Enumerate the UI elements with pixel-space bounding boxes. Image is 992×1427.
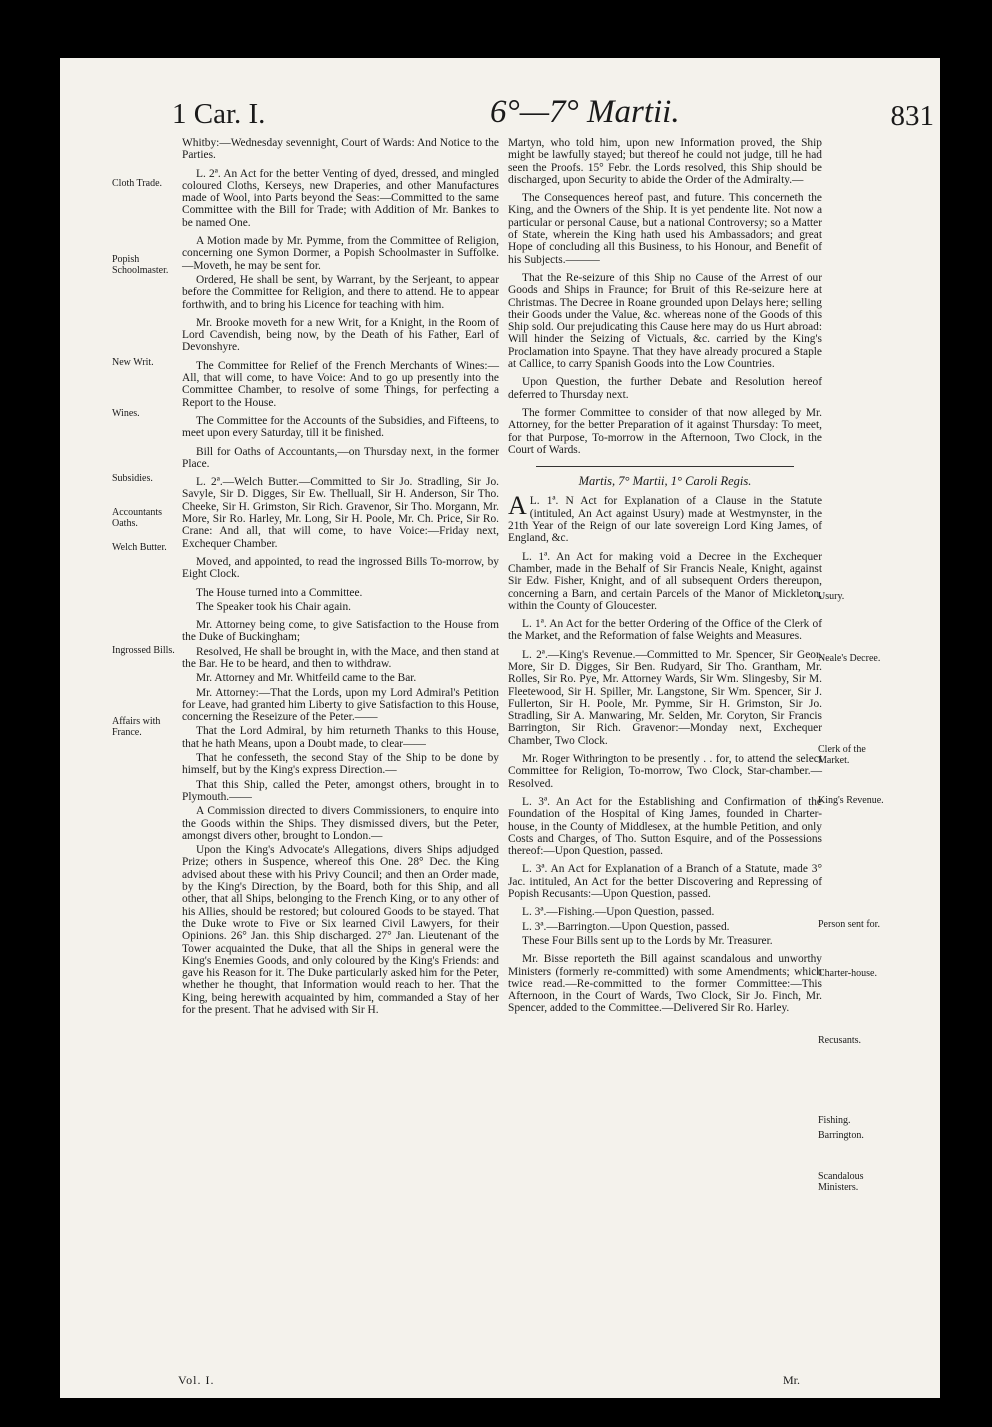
margin-note-cloth-trade: Cloth Trade. bbox=[112, 178, 163, 189]
regnal-year: 1 Car. I. bbox=[172, 98, 266, 130]
margin-note-neale-decree: Neale's Decree. bbox=[818, 653, 881, 664]
paragraph: Resolved, He shall be brought in, with the Mace, and then stand at the Bar. He to be heard, and then to withdraw. bbox=[182, 645, 499, 670]
paragraph: L. 2ª. An Act for the better Venting of dyed, dressed, and mingled coloured Cloths, Kerseys, new Draperies, and other Manufactures made of Wool, into Parts beyond the Seas:—Committed to the same Committee with the Bill for Trade; with Addition of Mr. Bankes to be named One. bbox=[182, 167, 499, 229]
drop-capital: A bbox=[508, 491, 527, 521]
paragraph: These Four Bills sent up to the Lords by Mr. Treasurer. bbox=[522, 934, 773, 947]
margin-note-fishing: Fishing. bbox=[818, 1115, 851, 1126]
left-column bbox=[182, 137, 499, 1018]
signature-mark: Vol. I. bbox=[178, 1373, 215, 1387]
paragraph: The House turned into a Committee. bbox=[196, 586, 363, 599]
paragraph: Whitby:—Wednesday sevennight, Court of Wards: And Notice to the Parties. bbox=[182, 137, 499, 162]
paragraph: Mr. Attorney and Mr. Whitfeild came to the Bar. bbox=[196, 672, 417, 685]
paragraph: That he confesseth, the second Stay of the Ship to be done by himself, but by the King's express Direction.— bbox=[182, 752, 499, 777]
paragraph: A Motion made by Mr. Pymme, from the Committee of Religion, concerning one Symon Dormer, a Popish Schoolmaster in Suffolke.—Moveth, he may be sent for. bbox=[182, 235, 499, 272]
paragraph: L. 3ª.—Fishing.—Upon Question, passed. bbox=[522, 906, 715, 919]
margin-note-subsidies: Subsidies. bbox=[112, 473, 153, 484]
paragraph: L. 1ª. An Act for the better Ordering of the Office of the Clerk of the Market, and the Reformation of false Weights and Measures. bbox=[508, 618, 822, 643]
paragraph: Upon Question, the further Debate and Resolution hereof deferred to Thursday next. bbox=[508, 376, 822, 401]
paragraph-text: L. 1ª. N Act for Explanation of a Clause in the Statute (intituled, An Act against Usury) made at Westmynster, in the 21th Year of the Reign of our late sovereign Lord King James, of England, &c. bbox=[508, 495, 822, 545]
page-number: 831 bbox=[890, 100, 934, 132]
paragraph: Moved, and appointed, to read the ingrossed Bills To-morrow, by Eight Clock. bbox=[182, 555, 499, 581]
paragraph: Mr. Brooke moveth for a new Writ, for a Knight, in the Room of Lord Cavendish, being now, by the Death of his Father, Earl of Devonshyre. bbox=[182, 316, 499, 354]
margin-note-barrington: Barrington. bbox=[818, 1130, 864, 1141]
paragraph: L. 3ª. An Act for Explanation of a Branch of a Statute, made 3° Jac. intituled, An Act for the better Discovering and Repressing of Popish Recusants:—Upon Question, passed. bbox=[508, 863, 822, 901]
paragraph: L. 1ª. An Act for making void a Decree in the Exchequer Chamber, made in the Behalf of Sir Francis Neale, Knight, against Sir Edw. Fisher, Knight, and of all subsequent Orders thereupon, concerning a Barn, and certain Parcels of the Manor of Mickleton, within the County of Gloucester. bbox=[508, 550, 822, 612]
margin-note-popish-schoolmaster: Popish Schoolmaster. bbox=[112, 254, 169, 276]
right-column bbox=[508, 137, 822, 1021]
paragraph: Bill for Oaths of Accountants,—on Thursday next, in the former Place. bbox=[182, 445, 499, 470]
section-rule bbox=[536, 466, 794, 467]
paragraph: The Committee for the Accounts of the Subsidies, and Fifteens, to meet upon every Saturday, till it be finished. bbox=[182, 414, 499, 440]
margin-note-kings-revenue: King's Revenue. bbox=[818, 795, 884, 806]
margin-note-affairs-france: Affairs with France. bbox=[112, 716, 161, 738]
margin-note-charter-house: Charter-house. bbox=[818, 968, 877, 979]
margin-note-ingrossed-bills: Ingrossed Bills. bbox=[112, 645, 175, 656]
date-heading: 6°—7° Martii. bbox=[490, 94, 680, 130]
paragraph bbox=[508, 491, 822, 545]
paragraph: A Commission directed to divers Commissioners, to enquire into the Goods within the Ships. They dismissed divers, but the Peter, amongst divers other, brought to London.— bbox=[182, 805, 499, 842]
paragraph: Mr. Roger Withrington to be presently . . for, to attend the select Committee for Religion, To-morrow, Two Clock, Star-chamber.—Resolved. bbox=[508, 753, 822, 790]
paragraph: That the Lord Admiral, by him returneth Thanks to this House, that he hath Means, upon a Doubt made, to clear—— bbox=[182, 725, 499, 750]
paragraph: The Speaker took his Chair again. bbox=[196, 600, 351, 613]
margin-note-welch-butter: Welch Butter. bbox=[112, 542, 167, 553]
margin-note-new-writ: New Writ. bbox=[112, 357, 154, 368]
paragraph: The former Committee to consider of that now alleged by Mr. Attorney, for the better Preparation of it against Thursday: To meet, for that Purpose, To-morrow in the Afternoon, Two Clock, in the Court of Wards. bbox=[508, 406, 822, 456]
margin-note-recusants: Recusants. bbox=[818, 1035, 862, 1046]
paragraph: Mr. Attorney:—That the Lords, upon my Lord Admiral's Petition for Leave, had granted him Liberty to give Satisfaction to this House, concerning the Reseizure of the Peter.—— bbox=[182, 686, 499, 724]
paragraph: Mr. Bisse reporteth the Bill against scandalous and unworthy Ministers (formerly re-committed) with some Amendments; which twice read.—Re-committed to the former Committee:—This Afternoon, in the Court of Wards, Two Clock, Sir Jo. Finch, Mr. Spencer, added to the Committee.—Delivered Sir Ro. Harley. bbox=[508, 953, 822, 1015]
paragraph: Ordered, He shall be sent, by Warrant, by the Serjeant, to appear before the Committee for Religion, and there to attend. He to appear forthwith, and to bring his Licence for teaching with him. bbox=[182, 273, 499, 311]
paragraph: L. 3ª. An Act for the Establishing and Confirmation of the Foundation of the Hospital of King James, founded in Charter-house, in the County of Middlesex, at the humble Petition, and only Costs and Charges, of Tho. Sutton Esquire, and of the Possessions thereof:—Upon Question, passed. bbox=[508, 795, 822, 858]
margin-note-person-sent: Person sent for. bbox=[818, 919, 880, 930]
paragraph: L. 3ª.—Barrington.—Upon Question, passed. bbox=[522, 920, 730, 933]
paragraph: That the Re-seizure of this Ship no Cause of the Arrest of our Goods and Ships in Fraunce; for Bruit of this Re-seizure here at Christmas. The Decree in Roane grounded upon Delays here; selling their Goods under the Value, &c. whereas none of the Goods of this Ship sold. Our prejudicating this Cause here may do us Hurt abroad: Will hinder the Seizing of Victuals, &c. carried by the King's Proclamation into Spayne. That they have already procured a Staple at Callice, to carry Spanish Goods into the Low Countries. bbox=[508, 271, 822, 371]
paragraph: The Consequences hereof past, and future. This concerneth the King, and the Owners of the Ship. It is yet pendente lite. Not now a particular or personal Cause, but a national Controversy; so a Matter of State, wherein the King hath used his Ambassadors; and great Hope of concluding all this Business, to his Honour, and Benefit of his Subjects.——— bbox=[508, 192, 822, 266]
margin-note-clerk-market: Clerk of the Market. bbox=[818, 744, 866, 766]
paragraph: Martyn, who told him, upon new Information proved, the Ship might be lawfully stayed; but thereof he could not judge, till he had seen the Proofs. 15° Febr. the Lords resolved, this Ship should be discharged, upon Security to abide the Order of the Admiralty.— bbox=[508, 137, 822, 186]
margin-note-wines: Wines. bbox=[112, 408, 140, 419]
paragraph: The Committee for Relief of the French Merchants of Wines:—All, that will come, to have Voice: And to go up presently into the Committee Chamber, to resolve of some Things, for perfecting a Report to the House. bbox=[182, 359, 499, 409]
paragraph: That this Ship, called the Peter, amongst others, brought in to Plymouth.—— bbox=[182, 778, 499, 803]
paragraph: Mr. Attorney being come, to give Satisfaction to the House from the Duke of Buckingham; bbox=[182, 619, 499, 644]
day-heading: Martis, 7° Martii, 1° Caroli Regis. bbox=[578, 474, 752, 489]
paragraph: L. 2ª.—Welch Butter.—Committed to Sir Jo. Stradling, Sir Jo. Savyle, Sir D. Digges, Sir Ew. Thelluall, Sir H. Anderson, Sir Tho. Cheeke, Sir H. Grimston, Sir Rich. Gravenor, Sir Tho. Morgann, Mr. More, Sir Ro. Harley, Mr. Long, Sir H. Poole, Mr. Ch. Price, Sir Ro. Crane: And all, that will come, to have Voice:—Friday next, Exchequer Chamber. bbox=[182, 476, 499, 550]
margin-note-accountants-oaths: Accountants Oaths. bbox=[112, 507, 162, 529]
journal-page bbox=[60, 58, 940, 1398]
paragraph: Upon the King's Advocate's Allegations, divers Ships adjudged Prize; others in Suspence, whereof this One. 28° Dec. the King advised about these with his Privy Council; and then an Order made, by the King's Direction, by the Board, both for this Ship, and all other, that all Ships, belonging to the French King, or to any other of his Allies, should be restored; but coloured Goods to be stayed. That the Duke wrote to Five or Six learned Civil Lawyers, for their Opinions. 26° Jan. this Ship discharged. 27° Jan. Lieutenant of the Tower acquainted the Duke, that all the Ships in general were the King's Enemies Goods, and only coloured by the King's Friends: and gave his Reason for it. The Duke particularly asked him for the Peter, whether he thought, that Information would reach to her. That the King, being herewith acquainted by him, commanded a Stay of her for the present. That he advised with Sir H. bbox=[182, 844, 499, 1016]
margin-note-usury: Usury. bbox=[818, 591, 845, 602]
catchword: Mr. bbox=[783, 1373, 801, 1387]
margin-note-scandalous-ministers: Scandalous Ministers. bbox=[818, 1171, 864, 1193]
paragraph: L. 2ª.—King's Revenue.—Committed to Mr. Spencer, Sir Geor. More, Sir D. Digges, Sir Ben. Rudyard, Sir Tho. Grantham, Mr. Rolles, Sir Ro. Pye, Mr. Attorney Wards, Sir Wm. Slingesby, Sir M. Fleetewood, Sir H. Spiller, Mr. Langstone, Sir Wm. Spencer, Sir J. Fullerton, Sir H. Poole, Mr. Pymme, Sir H. Grimston, Sir Jo. Stradling, Sir A. Manwaring, Mr. Selden, Mr. Coryton, Sir Francis Barrington, Sir Rich. Gravenor:—Monday next, Exchequer Chamber, Two Clock. bbox=[508, 648, 822, 747]
